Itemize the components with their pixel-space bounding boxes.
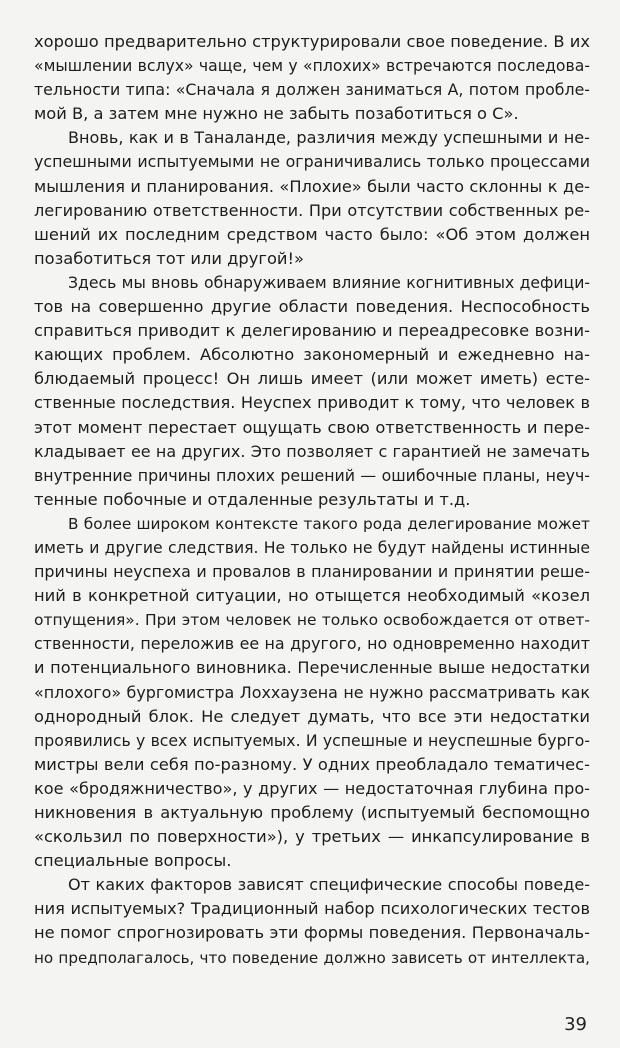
text-line: хорошо предварительно структурировали свое поведение. В их [34, 32, 590, 51]
text-line: ния испытуемых? Традиционный набор психологических тестов [34, 899, 590, 919]
text-line: отпущения». При этом человек не только освобождается от ответ- [34, 611, 590, 630]
text-line: кающих проблем. Абсолютно закономерный и ежедневно на- [34, 345, 590, 365]
text-line: Здесь мы вновь обнаруживаем влияние когнитивных дефици- [68, 272, 590, 292]
text-line: тенные побочные и отдаленные результаты и т.д. [34, 489, 471, 509]
text-line: «плохого» бургомистра Лоххаузена не нужно рассматривать как [34, 682, 590, 702]
text-line: мой В, а затем мне нужно не забыть позаботиться о С». [34, 104, 519, 124]
paragraph [34, 30, 590, 126]
text-line: справиться приводит к делегированию и переадресовке возни- [34, 321, 590, 341]
paragraph [34, 126, 590, 271]
text-line: кладывает ее на других. Это позволяет с гарантией не замечать [34, 441, 590, 461]
text-line: В более широком контексте такого рода делегирование может [68, 514, 590, 533]
text-line: ственности, переложив ее на другого, но одновременно находит [34, 634, 590, 654]
text-line: От каких факторов зависят специфические способы поведе- [68, 875, 590, 895]
text-line: не помог спрогнозировать эти формы поведения. Первоначаль- [34, 923, 590, 943]
text-line: причины неуспеха и провалов в планировании и принятии реше- [34, 562, 590, 582]
text-line: внутренние причины плохих решений — ошибочные планы, неуч- [34, 465, 590, 485]
text-line: ний в конкретной ситуации, но отыщется необходимый «козел [34, 586, 590, 606]
paragraph [34, 873, 590, 969]
text-line: проявились у всех испытуемых. И успешные и неуспешные бурго- [34, 730, 590, 750]
text-line: специальные вопросы. [34, 851, 232, 871]
text-line: «мышлении вслух» чаще, чем у «плохих» встречаются последова- [34, 56, 590, 76]
paragraph [34, 271, 590, 512]
text-line: кое «бродяжничество», у других — недостаточная глубина про- [34, 778, 590, 798]
text-line: блюдаемый процесс! Он лишь имеет (или может иметь) есте- [34, 369, 590, 389]
page-number: 39 [564, 1014, 587, 1035]
text-line: мышления и планирования. «Плохие» были часто склонны к де- [34, 176, 590, 196]
text-line: и потенциального виновника. Перечисленные выше недостатки [34, 658, 590, 678]
text-line: легированию ответственности. При отсутствии собственных ре- [34, 200, 590, 220]
text-line: тов на совершенно другие области поведения. Неспособность [34, 297, 590, 317]
text-line: успешными испытуемыми не ограничивались только процессами [34, 152, 590, 172]
text-line: иметь и другие следствия. Не только не будут найдены истинные [34, 537, 590, 557]
body-text [34, 30, 590, 970]
paragraph [34, 512, 590, 873]
text-line: ственные последствия. Неуспех приводит к тому, что человек в [34, 393, 590, 413]
text-line: Вновь, как и в Таналанде, различия между успешными и не- [68, 128, 590, 148]
text-line: тельности типа: «Сначала я должен заниматься А, потом пробле- [34, 80, 590, 100]
text-line: «скользил по поверхности»), у третьих — инкапсулирование в [34, 827, 590, 847]
text-line: однородный блок. Не следует думать, что все эти недостатки [34, 706, 590, 726]
text-line: шений их последним средством часто было: «Об этом должен [34, 224, 590, 244]
text-line: никновения в актуальную проблему (испытуемый беспомощно [34, 803, 590, 822]
text-line: мистры вели себя по-разному. У одних преобладало тематичес- [34, 754, 590, 774]
text-line: этот момент перестает ощущать свою ответственность и пере- [34, 417, 590, 437]
text-line: но предполагалось, что поведение должно зависеть от интеллекта, [34, 948, 590, 967]
text-line: позаботиться тот или другой!» [34, 248, 304, 268]
